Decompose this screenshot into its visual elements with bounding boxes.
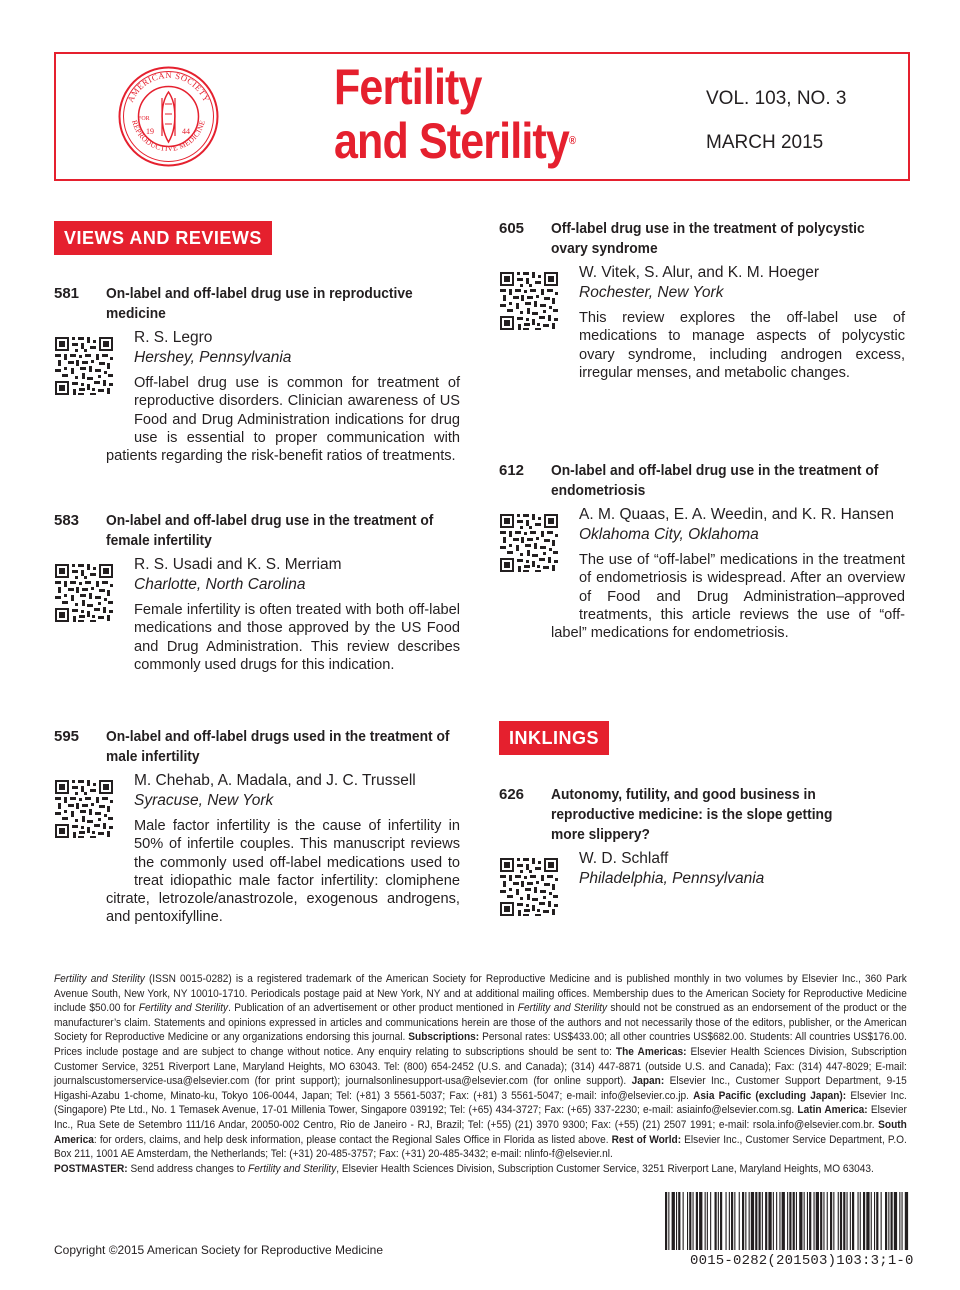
barcode-bar [847,1192,848,1250]
barcode-bar [899,1192,900,1250]
article-626[interactable] [499,785,905,925]
journal-title-line2: and Sterility [334,113,569,169]
seal-text-top: AMERICAN SOCIETY [125,69,212,104]
article-authors: W. D. Schlaff [579,850,669,867]
barcode-bar [905,1192,908,1250]
article-authors: R. S. Legro [134,329,213,346]
qr-code-icon[interactable] [54,779,114,839]
copyright-notice: Copyright ©2015 American Society for Reproductive Medicine [54,1243,384,1257]
registered-mark: ® [568,135,576,147]
barcode-bar [668,1192,669,1250]
barcode-bar [793,1192,795,1250]
barcode-bar [885,1192,887,1250]
article-583[interactable] [54,511,460,691]
publication-notice [54,972,907,1176]
barcode-bar [715,1192,717,1250]
barcode-bar [768,1192,771,1250]
barcode-bar [866,1192,869,1250]
issue-date: MARCH 2015 [706,132,824,153]
barcode-bar [891,1192,893,1250]
article-affiliation: Hershey, Pennsylvania [134,349,292,366]
article-affiliation: Oklahoma City, Oklahoma [579,526,759,543]
article-authors: R. S. Usadi and K. S. Merriam [134,556,342,573]
article-abstract: Off-label drug use is common for treatment of reproductive disorders. Clinician awareness of US Food and Drug Administration indications for drug use is essential to proper communication with patients regarding the risk-benefit ratios of treatments. [106,375,460,465]
barcode-bar [820,1192,822,1250]
barcode-bar [765,1192,767,1250]
barcode-bar [816,1192,819,1250]
barcode-bar [799,1192,802,1250]
barcode-bar [804,1192,805,1250]
barcode-bar [807,1192,808,1250]
section-views-and-reviews: VIEWS AND REVIEWS [54,221,272,255]
seal-text-bottom: REPRODUCTIVE MEDICINE [130,119,207,154]
society-seal [116,64,221,169]
barcode-bar [707,1192,708,1250]
article-title[interactable]: On-label and off-label drug use in reproductive medicine [106,285,413,322]
article-abstract: Male factor infertility is the cause of infertility in 50% of infertile couples. This manuscript reviews the commonly used off-label medications used to treat idiopathic male factor infertility: clomiphene citrate, letrozole/anastrozole, exogenous androgens, and pentoxifylline. [106,818,460,926]
article-595[interactable] [54,727,460,937]
barcode-bar [776,1192,777,1250]
volume-number: VOL. 103, NO. 3 [706,88,847,109]
barcode-bar [672,1192,675,1250]
barcode-bar [888,1192,889,1250]
barcode-bar [827,1192,828,1250]
article-affiliation: Syracuse, New York [134,792,274,809]
barcode-bar [696,1192,698,1250]
article-title[interactable]: Off-label drug use in the treatment of polycystic ovary syndrome [551,220,865,257]
barcode-bar [689,1192,691,1250]
qr-code-icon[interactable] [499,857,559,917]
article-title[interactable]: On-label and off-label drugs used in the treatment of male infertility [106,728,450,765]
article-abstract: Female infertility is often treated with both off-label medications and those approved by the US Food and Drug Administration. This review describes commonly used drugs for this indication. [134,602,460,673]
barcode-bar [683,1192,684,1250]
barcode-bar [755,1192,757,1250]
article-page-number: 581 [54,285,80,302]
article-page-number: 612 [499,462,525,479]
barcode-bar [759,1192,761,1250]
seal-for-label: FOR [138,116,150,122]
article-605[interactable] [499,219,905,389]
barcode-bar [852,1192,854,1250]
article-authors: A. M. Quaas, E. A. Weedin, and K. R. Hansen [579,506,895,523]
barcode-bar [718,1192,719,1250]
barcode-bar [742,1192,744,1250]
qr-code-icon[interactable] [54,336,114,396]
qr-code-icon[interactable] [54,563,114,623]
barcode-bar [876,1192,878,1250]
barcode-bar [693,1192,694,1250]
barcode-bar [751,1192,754,1250]
barcode-bar [678,1192,680,1250]
masthead [54,52,910,181]
barcode-bar [823,1192,824,1250]
barcode-bar [902,1192,903,1250]
seal-year-right: 44 [182,127,190,136]
journal-title-line1: Fertility [334,59,482,115]
barcode-bar [833,1192,834,1250]
barcode-bar [726,1192,727,1250]
article-title[interactable]: On-label and off-label drug use in the treatment of endometriosis [551,462,879,499]
barcode-bar [687,1192,688,1250]
barcode-bar [699,1192,702,1250]
barcode-bar [720,1192,722,1250]
article-page-number: 583 [54,512,80,529]
postmaster-notice: POSTMASTER: Send address changes to Fertility and Sterility, Elsevier Health Sciences Division, Subscription Customer Service, 3251 Riverport Lane, Maryland Heights, MO 63043. [54,1162,874,1175]
barcode-bar [809,1192,811,1250]
barcode-bar [850,1192,851,1250]
barcode-bar [665,1192,667,1250]
barcode-bar [860,1192,861,1250]
article-page-number: 605 [499,220,525,237]
barcode-bar [789,1192,791,1250]
barcode-bar [745,1192,746,1250]
article-abstract: The use of “off-label” medications in the treatment of endometriosis is widespread. After an overview of Food and Drug Administration–approved treatments, this article reviews the use of “off-label” medications for endometriosis. [551,552,905,642]
article-page-number: 626 [499,786,525,803]
barcode-bar [840,1192,842,1250]
publication-notice-paragraph: Fertility and Sterility (ISSN 0015-0282) is a registered trademark of the American Society for Reproductive Medicine and is published monthly in two volumes by Elsevier Inc., 360 Park Avenue South, New York, NY 10010-1710. Periodicals postage paid at New York, NY and at additional mailing offices. Membership dues to the American Society for Reproductive Medicine include $50.00 for Fertility and Sterility. Publication of an advertisement or other product mentioned in Fertility and Sterility should not be construed as an endorsement of the product or the manufacturer’s claim. Statements and opinions expressed in articles and communications herein are those of the authors and not necessarily those of the editors, publisher, or the American Society for Reproductive Medicine or any organizations endorsing this journal. Subscriptions: Personal rates: US$433.00; all other countries US$682.00. Students: All countries US$176.00. Prices include postage and are subject to change without notice. Any enquiry relating to subscriptions should be sent to: The Americas: Elsevier Health Sciences Division, Subscription Customer Service, 3251 Riverport Lane, Maryland Heights, MO 63043. Tel: (800) 654-2452 (U.S. and Canada); (314) 447-8871 (outside U.S. and Canada); Fax: (314) 447-8029; E-mail: journalscustomerservice-usa@elsevier.com (for print support); journalsonlinesupport-usa@elsevier.com (for online support). Japan: Elsevier Inc., Customer Support Department, 9-15 Higashi-Azabu 1-chome, Minato-ku, Tokyo 106-0044, Japan; Tel: (+81) 3 5561-5037; Fax: (+81) 3 5561-5047; e-mail: info@elsevier.co.jp. Asia Pacific (excluding Japan): Elsevier Inc. (Singapore) Pte Ltd., No. 1 Temasek Avenue, 17-01 Millenia Tower, Singapore 039192; Tel: (+65) 434-3727; Fax: (+65) 337-2230; e-mail: asiainfo@elsevier.com.sg. Latin America: Elsevier Inc., Rua Sete de Setembro 111/16 Andar, 20050-002 Centro, Rio de Janeiro - RJ, Brazil; Tel: (+55) (21) 3970 9300; Fax: (+55) (21) 2507 1991; e-mail: rsola.info@elsevier.com.br. South America: for orders, claims, and help desk information, please contact the Regional Sales Office in Florida as listed above. Rest of World: Elsevier Inc., Customer Service Department, P.O. Box 211, 1001 AE Amsterdam, the Netherlands; Tel: (+31) 20-485-3757; Fax: (+31) 20-485-3432; e-mail: nlinfo-f@elsevier.nl. [54,973,907,1161]
seal-year-left: 19 [146,127,154,136]
article-affiliation: Charlotte, North Carolina [134,576,306,593]
barcode-bar [779,1192,780,1250]
barcode-bar [863,1192,865,1250]
barcode-bar [749,1192,750,1250]
barcode-bar [773,1192,774,1250]
section-inklings: INKLINGS [499,721,609,755]
barcode-bar [881,1192,882,1250]
barcode-bar [894,1192,897,1250]
article-581[interactable] [54,284,460,474]
barcode-bar [705,1192,706,1250]
barcode-bar [814,1192,815,1250]
article-title[interactable]: Autonomy, futility, and good business in reproductive medicine: is the slope getting more slippery? [551,786,833,843]
barcode-bar [734,1192,735,1250]
barcode-bar [762,1192,763,1250]
barcode-number: 0015-0282(201503)103:3;1-0 [690,1253,914,1269]
barcode-bar [782,1192,785,1250]
article-authors: W. Vitek, S. Alur, and K. M. Hoeger [579,264,820,281]
barcode-bar [676,1192,677,1250]
article-authors: M. Chehab, A. Madala, and J. C. Trussell [134,772,416,789]
barcode-bar [871,1192,872,1250]
article-abstract: This review explores the off-label use of medications to manage aspects of polycystic ovary syndrome, including androgen excess, irregular menses, and metabolic changes. [579,310,905,381]
article-affiliation: Rochester, New York [579,284,724,301]
article-page-number: 595 [54,728,80,745]
qr-code-icon[interactable] [499,271,559,331]
barcode-bar [874,1192,875,1250]
barcode-bar [838,1192,839,1250]
qr-code-icon[interactable] [499,513,559,573]
barcode-bar [796,1192,797,1250]
barcode-bar [858,1192,859,1250]
barcode-bar [729,1192,730,1250]
barcode-bar [830,1192,832,1250]
barcode-bar [787,1192,788,1250]
article-title[interactable]: On-label and off-label drug use in the treatment of female infertility [106,512,434,549]
article-612[interactable] [499,461,905,651]
article-affiliation: Philadelphia, Pennsylvania [579,870,765,887]
barcode-bar [731,1192,733,1250]
barcode-bar [710,1192,711,1250]
barcode-bar [843,1192,845,1250]
barcode-bar [739,1192,740,1250]
journal-title [334,60,576,168]
